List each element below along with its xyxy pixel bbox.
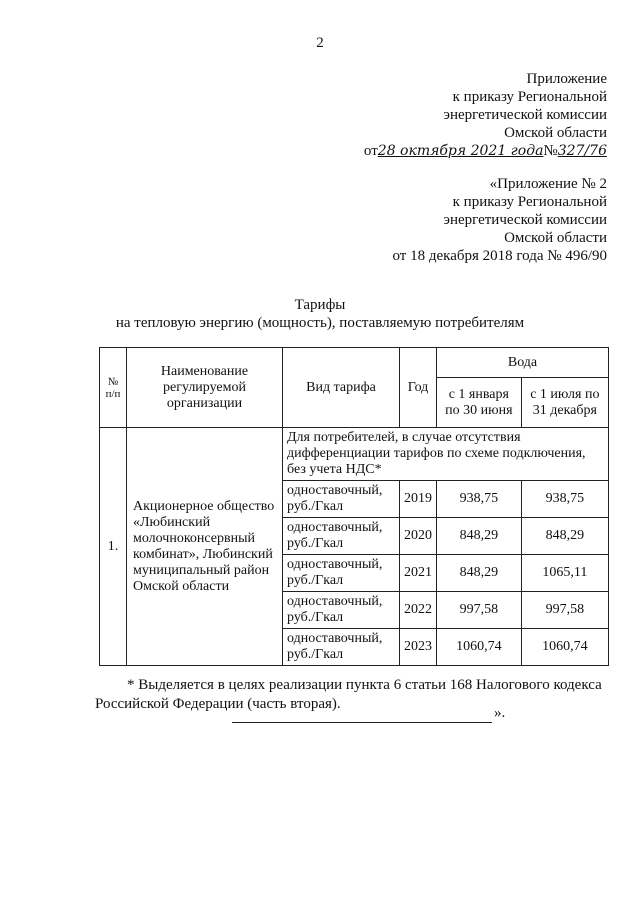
header-org: Наименование регулируемой организации — [127, 348, 283, 428]
tariff-table — [99, 347, 609, 666]
header-period2: с 1 июля по 31 декабря — [521, 378, 608, 428]
header-water: Вода — [437, 348, 609, 378]
tariff-year: 2021 — [400, 555, 437, 592]
appendix2-line1: «Приложение № 2 — [489, 176, 607, 192]
header-period1: с 1 января по 30 июня — [437, 378, 522, 428]
tariff-type: одноставочный, руб./Гкал — [283, 592, 400, 629]
tariff-value-h2: 848,29 — [521, 518, 608, 555]
tariff-value-h1: 1060,74 — [437, 629, 522, 666]
appendix-line1: Приложение — [526, 71, 607, 87]
tariff-type: одноставочный, руб./Гкал — [283, 555, 400, 592]
tariff-note: Для потребителей, в случае отсутствия дифференциации тарифов по схеме подключения, без учета НДС* — [283, 428, 609, 481]
tariff-value-h2: 938,75 — [521, 481, 608, 518]
appendix2-line3: энергетической комиссии — [443, 212, 607, 228]
handwritten-number: 327/76 — [557, 143, 607, 159]
title-line2: на тепловую энергию (мощность), поставляемую потребителям — [115, 315, 525, 331]
closing-underline — [232, 706, 492, 723]
date-prefix: от — [363, 143, 378, 159]
tariff-year: 2023 — [400, 629, 437, 666]
appendix2-line2: к приказу Региональной — [452, 194, 607, 210]
title-line1: Тарифы — [294, 297, 346, 313]
tariff-type: одноставочный, руб./Гкал — [283, 518, 400, 555]
footnote: * Выделяется в целях реализации пункта 6 статьи 168 Налогового кодекса Российской Федерации (часть вторая). — [95, 677, 602, 712]
tariff-year: 2019 — [400, 481, 437, 518]
handwritten-date: 28 октября 2021 года — [377, 143, 544, 159]
tariff-value-h1: 997,58 — [437, 592, 522, 629]
appendix2-line4: Омской области — [504, 230, 607, 246]
tariff-value-h2: 1065,11 — [521, 555, 608, 592]
header-year: Год — [400, 348, 437, 428]
header-num: № п/п — [100, 348, 127, 428]
organization-name: Акционерное общество «Любинский молочноконсервный комбинат», Любинский муниципальный район Омской области — [127, 428, 283, 666]
number-prefix: № — [543, 143, 558, 159]
header-type: Вид тарифа — [283, 348, 400, 428]
appendix-line4: Омской области — [504, 125, 607, 141]
tariff-year: 2022 — [400, 592, 437, 629]
tariff-value-h2: 997,58 — [521, 592, 608, 629]
tariff-type: одноставочный, руб./Гкал — [283, 481, 400, 518]
tariff-value-h1: 848,29 — [437, 555, 522, 592]
appendix2-header — [392, 175, 607, 265]
tariff-value-h2: 1060,74 — [521, 629, 608, 666]
tariff-type: одноставочный, руб./Гкал — [283, 629, 400, 666]
tariff-value-h1: 848,29 — [437, 518, 522, 555]
appendix-header — [364, 70, 607, 160]
row-number: 1. — [100, 428, 127, 666]
tariff-value-h1: 938,75 — [437, 481, 522, 518]
appendix-line3: энергетической комиссии — [443, 107, 607, 123]
appendix-date-line — [364, 142, 607, 160]
appendix2-line5: от 18 декабря 2018 года № 496/90 — [392, 248, 607, 264]
page-number: 2 — [316, 35, 324, 51]
tariff-year: 2020 — [400, 518, 437, 555]
closing-quote: ». — [494, 705, 506, 721]
document-title — [0, 296, 640, 332]
appendix-line2: к приказу Региональной — [452, 89, 607, 105]
